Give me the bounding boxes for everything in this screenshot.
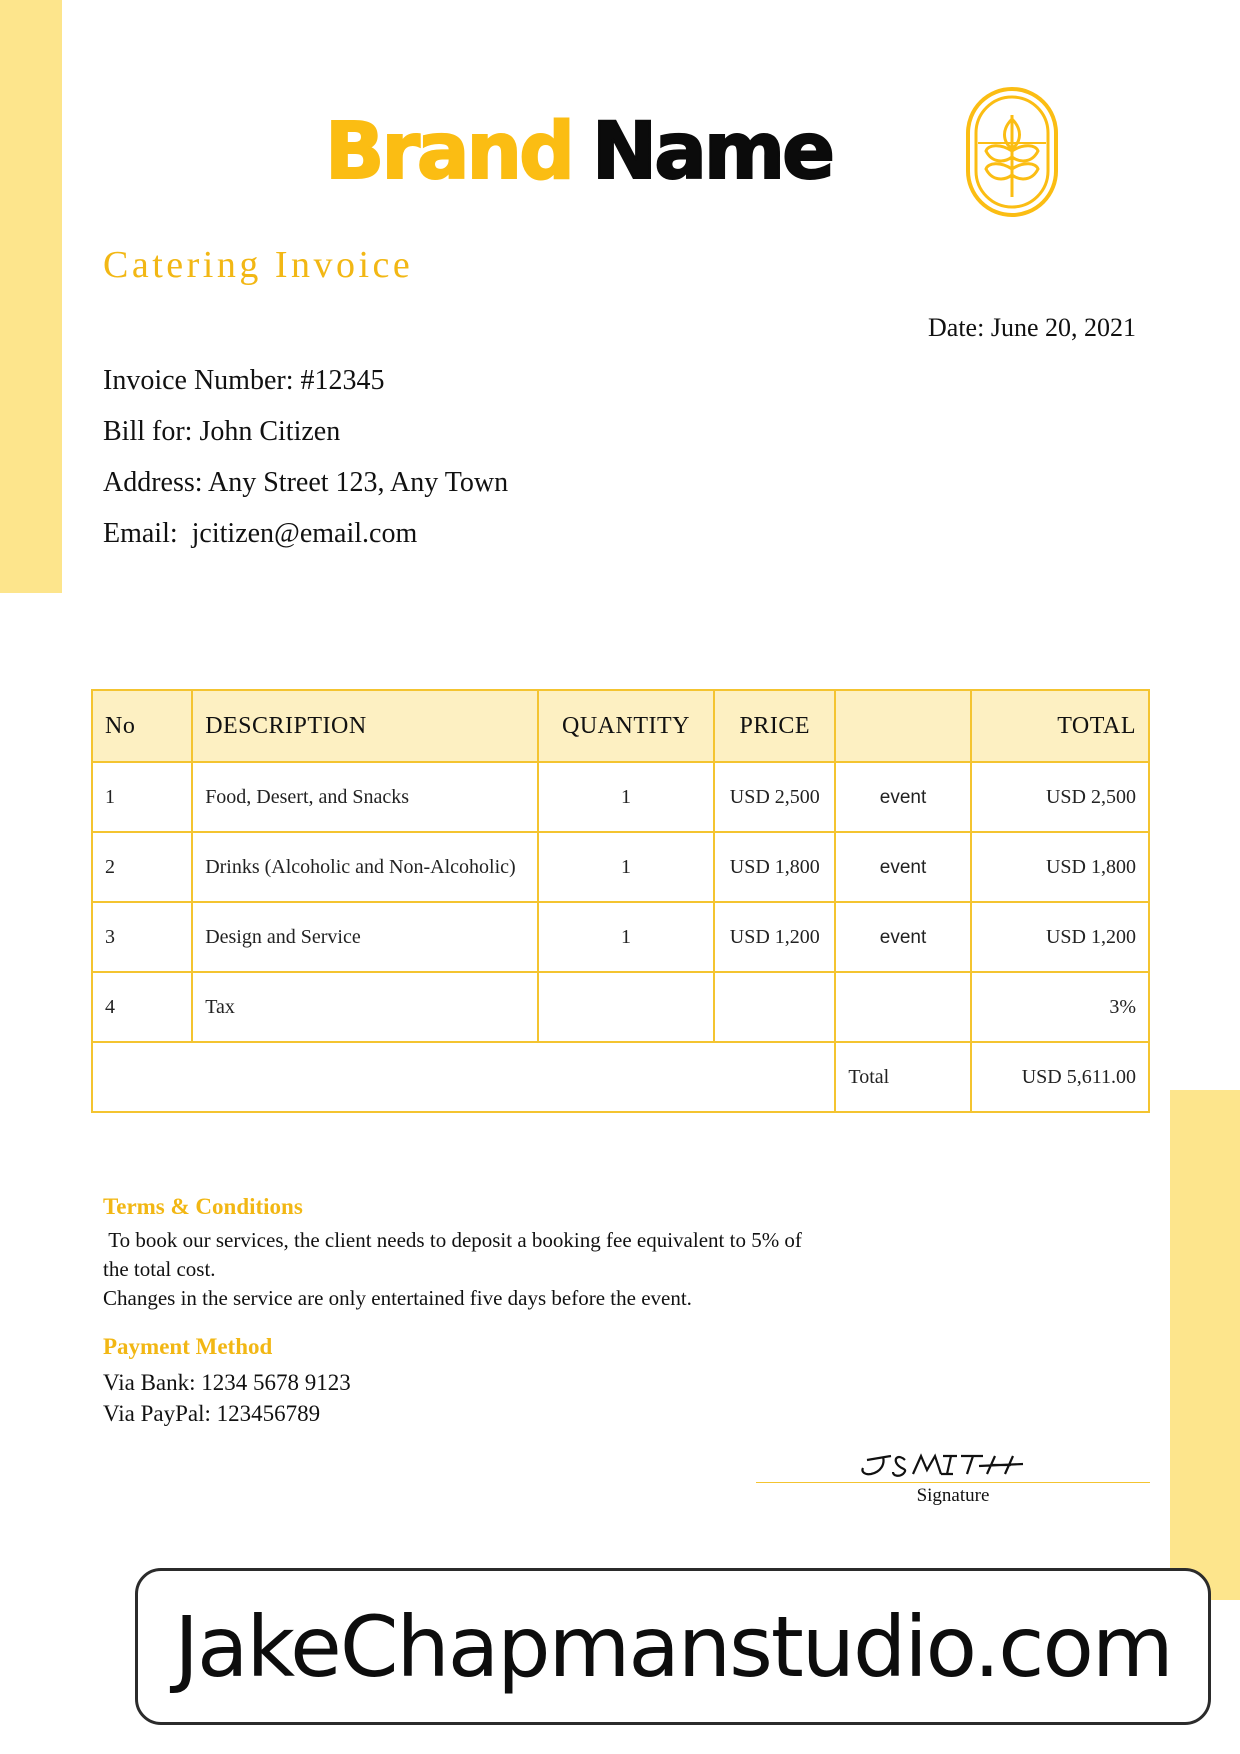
brand-wordmark bbox=[325, 102, 832, 202]
watermark-banner bbox=[135, 1568, 1211, 1725]
description-text: Tax bbox=[205, 996, 235, 1018]
table-header-row bbox=[92, 690, 1149, 762]
table-row bbox=[92, 972, 1149, 1042]
date-value: June 20, 2021 bbox=[990, 313, 1136, 342]
payment-heading: Payment Method bbox=[103, 1334, 273, 1359]
description-text: Drinks (Alcoholic and Non-Alcoholic) bbox=[205, 856, 516, 878]
cell-unit bbox=[835, 902, 970, 972]
address-value: Any Street 123, Any Town bbox=[208, 467, 509, 498]
description-text: Food, Desert, and Snacks bbox=[205, 786, 410, 808]
invoice-number-label: Invoice Number: bbox=[103, 365, 294, 396]
column-header-quantity: QUANTITY bbox=[538, 690, 714, 762]
handwritten-signature bbox=[853, 1446, 1053, 1480]
billing-info bbox=[103, 355, 508, 559]
brand-name-part1: Brand bbox=[325, 107, 572, 197]
email-value: jcitizen@email.com bbox=[191, 518, 418, 549]
cell-no: 3 bbox=[92, 902, 192, 972]
cell-no: 4 bbox=[92, 972, 192, 1042]
signature-label: Signature bbox=[916, 1485, 990, 1506]
table-row bbox=[92, 832, 1149, 902]
cell-no: 2 bbox=[92, 832, 192, 902]
total-row bbox=[92, 1042, 1149, 1112]
total-label: Total bbox=[835, 1042, 970, 1112]
cell-unit bbox=[835, 762, 970, 832]
watermark-text: JakeChapmanstudio.com bbox=[174, 1597, 1172, 1696]
email-label: Email: bbox=[103, 518, 178, 549]
address-row bbox=[103, 457, 508, 508]
column-header-unit bbox=[835, 690, 970, 762]
cell-description bbox=[192, 832, 538, 902]
invoice-items-table bbox=[91, 689, 1150, 1113]
cell-unit bbox=[835, 832, 970, 902]
terms-line-2: Changes in the service are only entertained five days before the event. bbox=[103, 1286, 692, 1310]
brand-name-part2: Name bbox=[591, 107, 833, 197]
cell-quantity: 1 bbox=[538, 762, 714, 832]
cell-description bbox=[192, 762, 538, 832]
table-row bbox=[92, 902, 1149, 972]
invoice-number-value: #12345 bbox=[300, 365, 385, 396]
decorative-band-right bbox=[1170, 1090, 1240, 1600]
bill-for-row bbox=[103, 406, 508, 457]
cell-description bbox=[192, 902, 538, 972]
cell-quantity: 1 bbox=[538, 902, 714, 972]
cell-quantity: 1 bbox=[538, 832, 714, 902]
cell-no: 1 bbox=[92, 762, 192, 832]
cell-price: USD 1,200 bbox=[714, 902, 835, 972]
cell-quantity bbox=[538, 972, 714, 1042]
cell-description bbox=[192, 972, 538, 1042]
signature-line bbox=[756, 1482, 1150, 1483]
description-text: Design and Service bbox=[205, 926, 361, 948]
invoice-number-row bbox=[103, 355, 508, 406]
terms-line-1: To book our services, the client needs to deposit a booking fee equivalent to 5% of the total cost. bbox=[103, 1228, 808, 1281]
bill-for-value: John Citizen bbox=[199, 416, 341, 447]
cell-price: USD 1,800 bbox=[714, 832, 835, 902]
signature-block bbox=[756, 1446, 1150, 1507]
terms-body bbox=[103, 1226, 823, 1313]
invoice-date bbox=[928, 313, 1136, 343]
cell-total: 3% bbox=[971, 972, 1149, 1042]
column-header-price: PRICE bbox=[714, 690, 835, 762]
cell-total: USD 2,500 bbox=[971, 762, 1149, 832]
date-label: Date: bbox=[928, 313, 985, 342]
email-row bbox=[103, 508, 508, 559]
cell-price bbox=[714, 972, 835, 1042]
cell-unit bbox=[835, 972, 970, 1042]
wheat-leaf-emblem-icon bbox=[964, 85, 1060, 219]
unit-text: event bbox=[879, 856, 927, 878]
payment-bank: Via Bank: 1234 5678 9123 bbox=[103, 1370, 351, 1395]
table-row bbox=[92, 762, 1149, 832]
total-spacer-cell bbox=[92, 1042, 835, 1112]
decorative-band-left bbox=[0, 0, 62, 593]
payment-details bbox=[103, 1367, 351, 1429]
cell-price: USD 2,500 bbox=[714, 762, 835, 832]
bill-for-label: Bill for: bbox=[103, 416, 193, 447]
payment-paypal: Via PayPal: 123456789 bbox=[103, 1401, 321, 1426]
column-header-total: TOTAL bbox=[971, 690, 1149, 762]
unit-text: event bbox=[879, 926, 927, 948]
terms-heading: Terms & Conditions bbox=[103, 1194, 303, 1219]
column-header-description: DESCRIPTION bbox=[192, 690, 538, 762]
unit-text: event bbox=[879, 786, 927, 808]
cell-total: USD 1,800 bbox=[971, 832, 1149, 902]
cell-total: USD 1,200 bbox=[971, 902, 1149, 972]
document-title: Catering Invoice bbox=[103, 244, 414, 286]
column-header-no: No bbox=[92, 690, 192, 762]
address-label: Address: bbox=[103, 467, 203, 498]
total-value: USD 5,611.00 bbox=[971, 1042, 1149, 1112]
